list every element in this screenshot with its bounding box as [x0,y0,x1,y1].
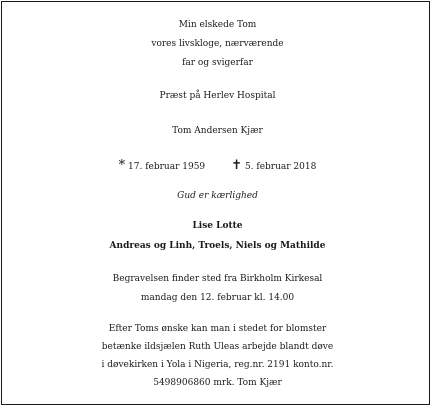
death-date: 5. februar 2018 [244,162,317,172]
intro-line-2: vores livskloge, nærværende [151,39,284,49]
birth-date: 17. februar 1959 [128,162,206,172]
funeral-line-2: mandag den 12. februar kl. 14.00 [140,293,295,303]
donation-line-4: 5498906860 mrk. Tom Kjær [153,378,282,388]
occupation: Præst på Herlev Hospital [159,91,276,101]
birth-date-group [118,158,206,173]
death-date-group [231,158,317,173]
birth-star-icon: * [118,158,126,173]
intro-line-3: far og svigerfar [182,58,253,68]
donation-line-2: betænke ildsjælen Ruth Uleas arbejde blandt døve [101,342,334,352]
life-dates [2,157,433,176]
deceased-name: Tom Andersen Kjær [172,126,263,136]
intro-line-1: Min elskede Tom [178,20,257,30]
family-line-2: Andreas og Linh, Troels, Niels og Mathilde [109,241,326,251]
obituary-notice [1,1,430,405]
donation-line-1: Efter Toms ønske kan man i stedet for blomster [108,324,327,334]
funeral-line-1: Begravelsen finder sted fra Birkholm Kirkesal [112,274,323,284]
donation-line-3: i døvekirken i Yola i Nigeria, reg.nr. 2191 konto.nr. [101,360,334,370]
family-line-1: Lise Lotte [192,221,243,231]
quote: Gud er kærlighed [177,191,258,201]
cross-icon: ✝ [231,158,243,173]
